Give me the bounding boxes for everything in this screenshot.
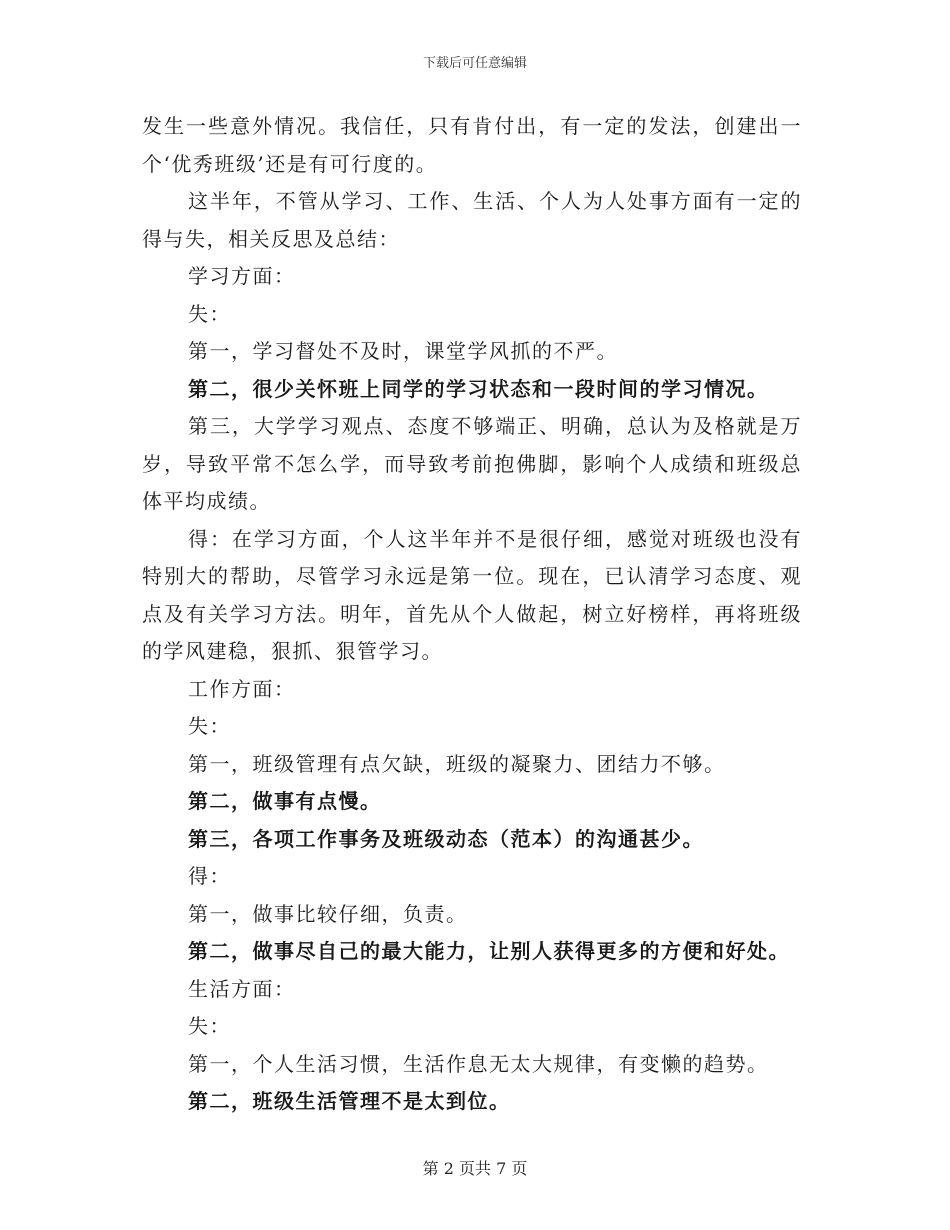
section-heading-study: 学习方面：	[188, 264, 296, 288]
work-gain-label: 得：	[188, 864, 231, 888]
life-loss-item-2: 第二，班级生活管理不是太到位。	[188, 1089, 511, 1113]
life-loss-label: 失：	[188, 1014, 231, 1038]
section-heading-work: 工作方面：	[188, 676, 296, 701]
document-body	[142, 108, 802, 1121]
section-heading-life: 生活方面：	[188, 976, 296, 1001]
page-header: 下载后可任意编辑	[422, 56, 527, 71]
paragraph-intro-continued: 发生一些意外情况。我信任，只有肯付出，有一定的发法，创建出一个‘优秀班级’还是有可行度的。	[142, 114, 802, 176]
work-gain-item-2: 第二，做事尽自己的最大能力，让别人获得更多的方便和好处。	[188, 939, 790, 963]
work-loss-label: 失：	[188, 714, 231, 738]
work-loss-item-3: 第三，各项工作事务及班级动态（范本）的沟通甚少。	[188, 826, 704, 851]
life-loss-item-1: 第一，个人生活习惯，生活作息无太大规律，有变懒的趋势。	[188, 1051, 769, 1076]
page-footer-page-number: 第 2 页共 7 页	[422, 1159, 528, 1178]
study-loss-item-1: 第一，学习督处不及时，课堂学风抓的不严。	[188, 339, 618, 363]
study-loss-item-3: 第三，大学学习观点、态度不够端正、明确，总认为及格就是万岁，导致平常不怎么学，而导致考前抱佛脚，影响个人成绩和班级总体平均成绩。	[142, 414, 802, 513]
study-gain-paragraph: 得：在学习方面，个人这半年并不是很仔细，感觉对班级也没有特别大的帮助，尽管学习永远是第一位。现在，已认清学习态度、观点及有关学习方法。明年，首先从个人做起，树立好榜样，再将班级的学风建稳，狠抓、狠管学习。	[142, 526, 802, 663]
study-loss-item-2: 第二，很少关怀班上同学的学习状态和一段时间的学习情况。	[188, 376, 769, 401]
study-loss-label: 失：	[188, 301, 231, 326]
work-loss-item-1: 第一，班级管理有点欠缺，班级的凝聚力、团结力不够。	[188, 751, 726, 776]
work-loss-item-2: 第二，做事有点慢。	[188, 789, 382, 813]
paragraph-half-year-summary: 这半年，不管从学习、工作、生活、个人为人处事方面有一定的得与失，相关反思及总结：	[142, 189, 802, 251]
work-gain-item-1: 第一，做事比较仔细，负责。	[188, 901, 468, 926]
